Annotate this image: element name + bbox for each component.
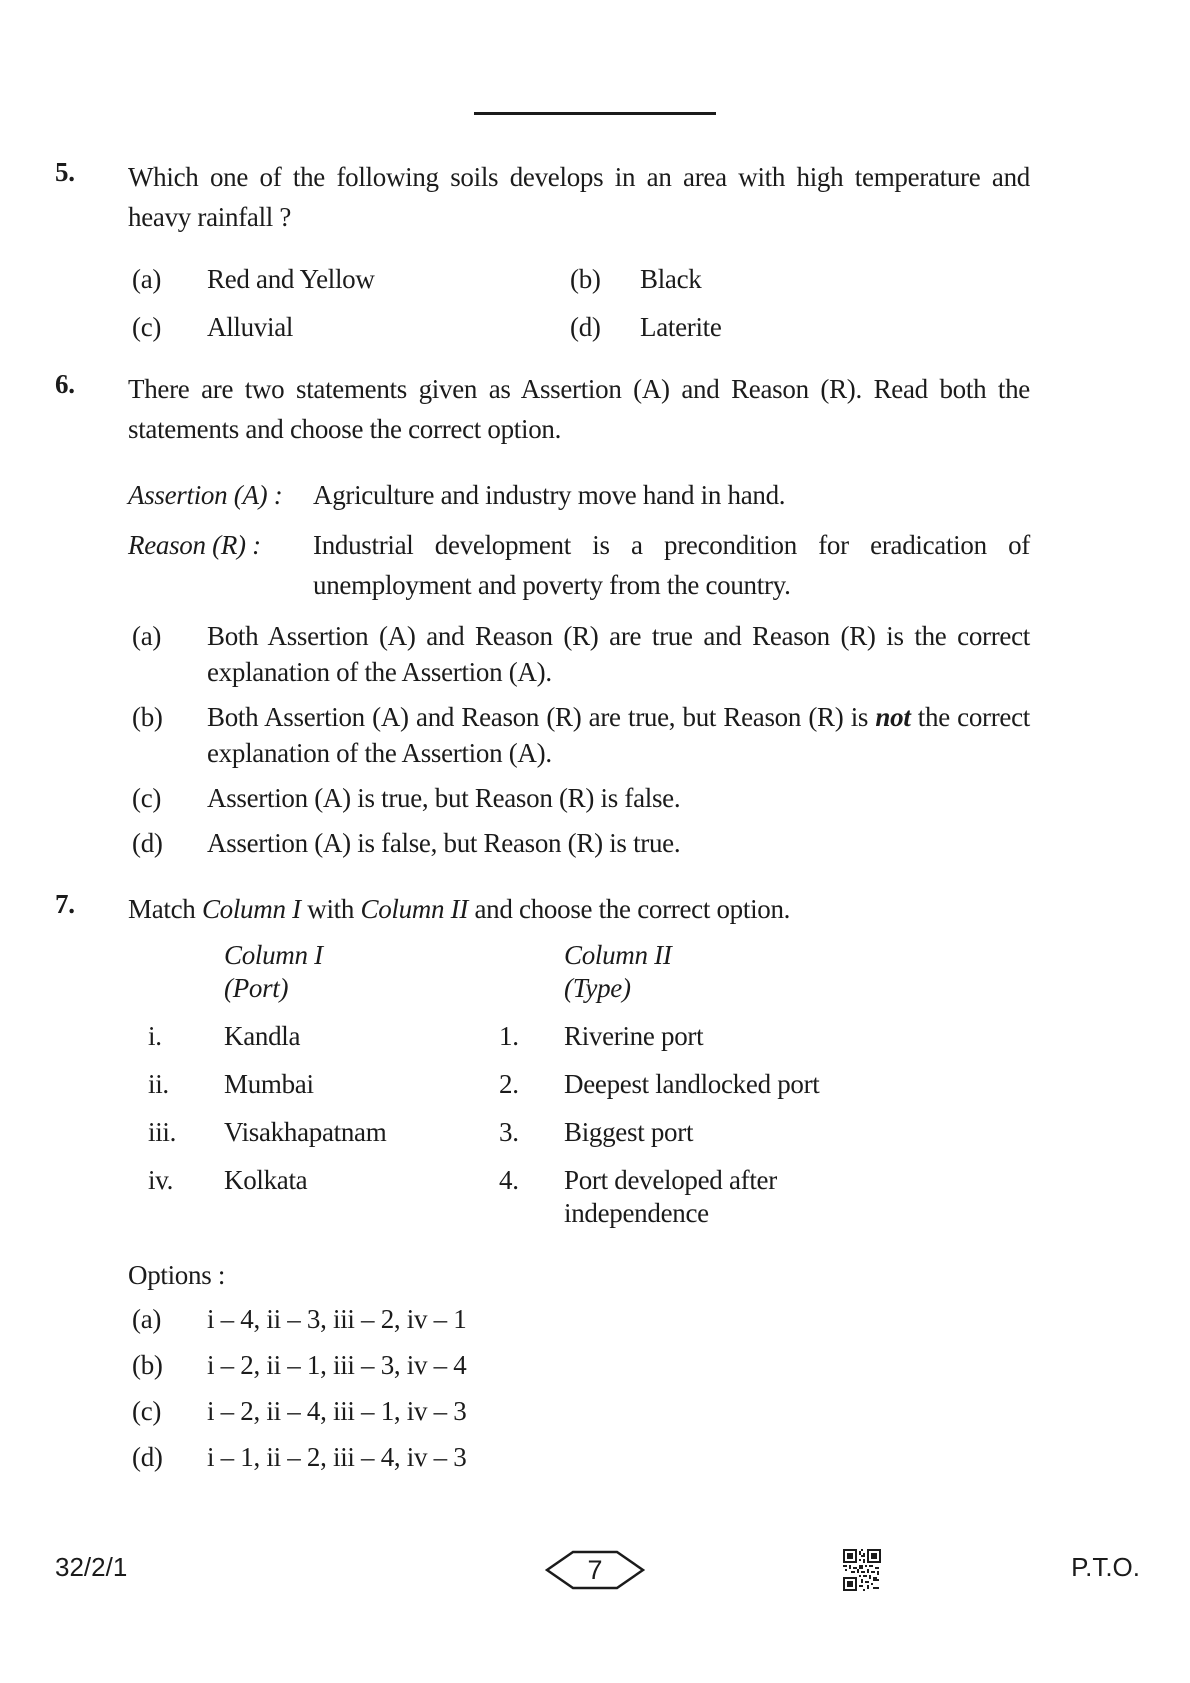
reason-text: Industrial development is a precondition for eradication of unemployment and poverty from the country.: [313, 530, 1030, 600]
q6-option-b-text: [207, 699, 1030, 771]
q5-option-c-label: (c): [132, 312, 162, 342]
q6-option-b-text-emphasis: not: [875, 702, 911, 732]
q7-intro-post: and choose the correct option.: [468, 894, 791, 924]
q7-option-b-label: (b): [132, 1350, 163, 1380]
q6-option-a-text: Both Assertion (A) and Reason (R) are true and Reason (R) is the correct explanation of the Assertion (A).: [207, 621, 1030, 687]
qr-code-glyph: [843, 1549, 881, 1591]
q7-option-c-text: i – 2, ii – 4, iii – 1, iv – 3: [207, 1396, 467, 1426]
column2-header: [564, 939, 909, 1020]
q6-option-c: [128, 780, 1030, 816]
q5-option-a-text: Red and Yellow: [207, 264, 375, 294]
row3-port: Visakhapatnam: [224, 1117, 387, 1147]
assertion-statement: [128, 475, 1030, 515]
q7-option-c: [128, 1395, 1030, 1428]
q6-option-a-label: (a): [132, 621, 162, 651]
q6-option-a: [128, 618, 1030, 690]
qr-code-icon: [843, 1549, 881, 1591]
paper-code: 32/2/1: [55, 1552, 128, 1582]
question-5: [55, 157, 1030, 347]
pto-label: P.T.O.: [1071, 1552, 1140, 1582]
q7-option-b-text: i – 2, ii – 1, iii – 3, iv – 4: [207, 1350, 467, 1380]
row1-port: Kandla: [224, 1021, 301, 1051]
question-6-text: There are two statements given as Assertion (A) and Reason (R). Read both the statements and choose the correct option.: [128, 374, 1030, 444]
q5-option-b-text: Black: [640, 264, 702, 294]
column1-title: Column I: [224, 940, 323, 970]
q7-options-label: Options :: [128, 1260, 226, 1290]
question-7-text: [128, 889, 1030, 929]
assertion-label: Assertion (A) :: [128, 480, 283, 510]
row1-roman: i.: [148, 1021, 162, 1051]
q6-option-b: [128, 699, 1030, 771]
q6-option-d-label: (d): [132, 828, 163, 858]
row4-port: Kolkata: [224, 1165, 308, 1195]
question-5-text: Which one of the following soils develops in an area with high temperature and heavy rainfall ?: [128, 162, 1030, 232]
question-5-options: [132, 259, 1030, 347]
row4-type: Port developed after independence: [564, 1165, 777, 1228]
row2-roman: ii.: [148, 1069, 169, 1099]
q6-option-c-label: (c): [132, 783, 162, 813]
column2-subtitle: (Type): [564, 973, 631, 1003]
column2-title: Column II: [564, 940, 672, 970]
q7-intro-pre: Match: [128, 894, 202, 924]
assertion-text: Agriculture and industry move hand in hand.: [313, 480, 786, 510]
q7-option-d-label: (d): [132, 1442, 163, 1472]
q7-option-a-text: i – 4, ii – 3, iii – 2, iv – 1: [207, 1304, 467, 1334]
q7-option-d: [128, 1441, 1030, 1474]
row1-type: Riverine port: [564, 1021, 704, 1051]
column1-subtitle: (Port): [224, 973, 289, 1003]
q5-option-d-text: Laterite: [640, 312, 722, 342]
q7-option-d-text: i – 1, ii – 2, iii – 4, iv – 3: [207, 1442, 467, 1472]
match-table-spacer: [499, 939, 564, 1020]
q6-option-b-label: (b): [132, 702, 163, 732]
section-divider-rule: [474, 112, 716, 115]
question-7: [55, 889, 1030, 1474]
question-6-number: 6.: [55, 369, 75, 399]
row2-num: 2.: [499, 1069, 519, 1099]
row3-type: Biggest port: [564, 1117, 694, 1147]
q6-option-c-text: Assertion (A) is true, but Reason (R) is false.: [207, 783, 681, 813]
q6-option-d-text: Assertion (A) is false, but Reason (R) is true.: [207, 828, 681, 858]
reason-label: Reason (R) :: [128, 530, 261, 560]
question-7-number: 7.: [55, 889, 75, 919]
match-table: [148, 939, 1030, 1245]
column1-header: [224, 939, 499, 1020]
q7-intro-column1: Column I: [201, 894, 301, 924]
q5-option-c-text: Alluvial: [207, 312, 294, 342]
q7-intro-mid: with: [300, 894, 361, 924]
q7-option-b: [128, 1349, 1030, 1382]
match-table-spacer: [148, 939, 224, 1020]
question-6: [55, 369, 1030, 861]
page-number-badge: [545, 1550, 645, 1590]
q6-option-b-text-post: the correct explanation of the Assertion (A).: [207, 702, 1030, 768]
q5-option-d-label: (d): [570, 312, 601, 342]
q7-intro-column2: Column II: [360, 894, 469, 924]
row2-port: Mumbai: [224, 1069, 314, 1099]
row2-type: Deepest landlocked port: [564, 1069, 820, 1099]
row3-roman: iii.: [148, 1117, 177, 1147]
q5-option-a-label: (a): [132, 264, 162, 294]
q6-option-d: [128, 825, 1030, 861]
q7-option-c-label: (c): [132, 1396, 162, 1426]
row4-num: 4.: [499, 1165, 519, 1195]
q7-option-a-label: (a): [132, 1304, 162, 1334]
q6-option-b-text-pre: Both Assertion (A) and Reason (R) are true, but Reason (R) is: [207, 702, 876, 732]
q7-option-a: [128, 1303, 1030, 1336]
row3-num: 3.: [499, 1117, 519, 1147]
reason-statement: [128, 525, 1030, 605]
row4-roman: iv.: [148, 1165, 174, 1195]
page-number: 7: [587, 1554, 603, 1585]
question-5-number: 5.: [55, 157, 75, 187]
q5-option-b-label: (b): [570, 264, 601, 294]
row1-num: 1.: [499, 1021, 519, 1051]
